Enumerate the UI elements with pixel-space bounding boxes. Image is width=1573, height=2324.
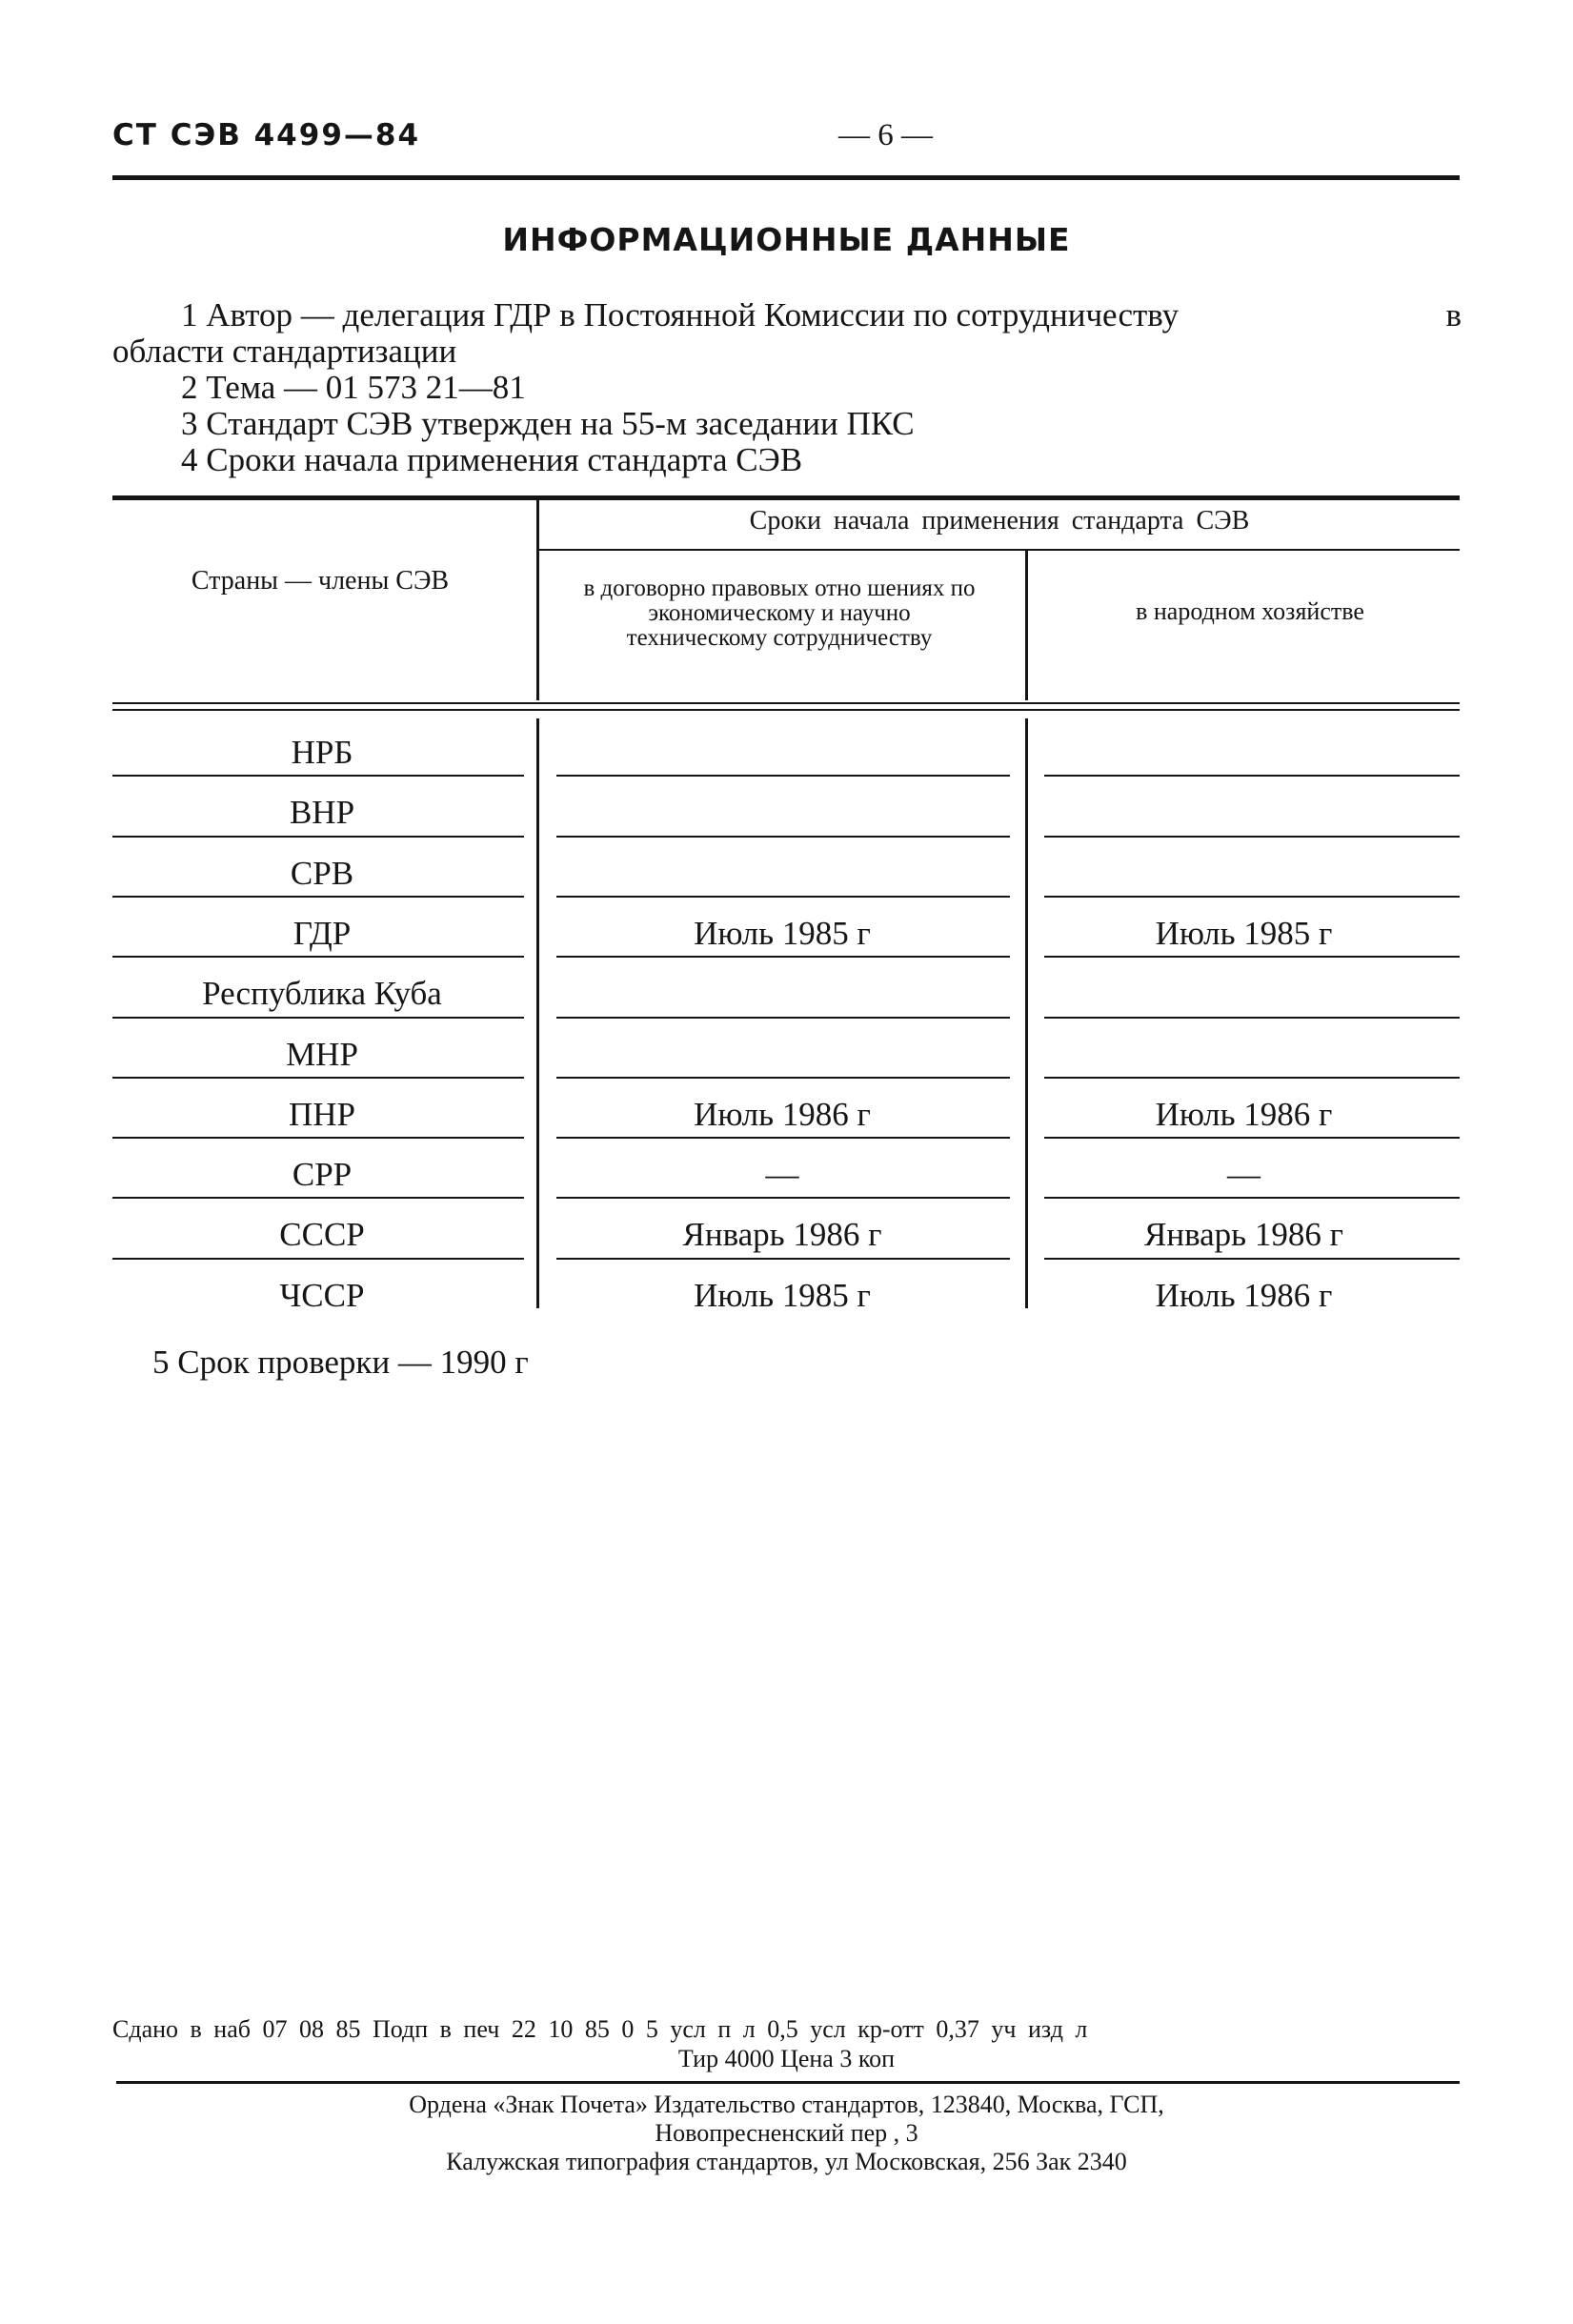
row-rule: [1044, 1137, 1460, 1139]
row-rule: [556, 1258, 1010, 1260]
row-rule: [556, 1197, 1010, 1199]
row-rule: [1044, 836, 1460, 838]
row-rule: [556, 836, 1010, 838]
row-rule: [1044, 896, 1460, 898]
footer-divider: [116, 2081, 1460, 2084]
row-rule: [112, 775, 524, 777]
group-header: Сроки начала применения стандарта СЭВ: [749, 506, 1250, 536]
country-cell: СРР: [292, 1156, 353, 1194]
row-rule: [556, 1077, 1010, 1079]
page-number: — 6 —: [838, 118, 933, 152]
country-cell: Республика Куба: [202, 975, 442, 1013]
country-cell: ПНР: [288, 1095, 356, 1133]
contract-cell: Июль 1985 г: [694, 1276, 871, 1314]
row-rule: [556, 1017, 1010, 1019]
economy-column-header: в народном хозяйстве: [1136, 597, 1364, 625]
publisher-line: Ордена «Знак Почета» Издательство стандартов, 123840, Москва, ГСП,: [409, 2091, 1164, 2118]
header-divider: [112, 175, 1460, 180]
row-rule: [112, 1258, 524, 1260]
row-rule: [1044, 956, 1460, 958]
country-cell: ГДР: [292, 914, 352, 952]
economy-cell: Июль 1985 г: [1155, 914, 1333, 952]
row-rule: [112, 1017, 524, 1019]
country-cell: СРВ: [290, 854, 354, 892]
economy-cell: Июль 1986 г: [1155, 1095, 1333, 1133]
document-code: СТ СЭВ 4499—84: [112, 118, 421, 152]
country-cell: ЧССР: [279, 1276, 365, 1314]
row-rule: [1044, 1197, 1460, 1199]
table-divider: [1025, 551, 1028, 700]
row-rule: [556, 956, 1010, 958]
row-rule: [1044, 1258, 1460, 1260]
header-bottom-rule: [112, 702, 1460, 704]
header-bottom-rule: [112, 709, 1460, 711]
row-rule: [556, 1137, 1010, 1139]
info-item-author-tail: в: [1445, 296, 1462, 333]
info-item-approval: 3 Стандарт СЭВ утвержден на 55-м заседании ПКС: [181, 405, 915, 442]
row-rule: [112, 1077, 524, 1079]
contract-column-header: в договорно правовых отно шениях по экономическому и научно техническому сотрудничеству: [583, 576, 976, 651]
row-rule: [112, 836, 524, 838]
country-column-header: Страны — члены СЭВ: [191, 566, 450, 596]
info-item-author: [181, 297, 1462, 333]
print-run: Тир 4000 Цена 3 коп: [677, 2045, 896, 2072]
country-cell: ВНР: [289, 794, 355, 832]
row-rule: [112, 896, 524, 898]
economy-cell: Январь 1986 г: [1144, 1216, 1343, 1254]
country-cell: СССР: [279, 1216, 365, 1254]
country-cell: НРБ: [291, 734, 353, 771]
row-rule: [556, 775, 1010, 777]
economy-cell: —: [1227, 1156, 1260, 1194]
info-item-author-continuation: области стандартизации: [112, 333, 457, 370]
row-rule: [1044, 1077, 1460, 1079]
economy-cell: Июль 1986 г: [1155, 1276, 1333, 1314]
info-item-author-text: 1 Автор — делегация ГДР в Постоянной Комиссии по сотрудничеству: [181, 296, 1180, 333]
info-item-review: 5 Срок проверки — 1990 г: [152, 1344, 529, 1381]
contract-cell: Январь 1986 г: [682, 1216, 882, 1254]
table-top-rule: [112, 495, 1460, 500]
group-header-rule: [539, 549, 1460, 551]
info-item-terms: 4 Сроки начала применения стандарта СЭВ: [181, 441, 803, 478]
contract-cell: —: [765, 1156, 799, 1194]
row-rule: [112, 1137, 524, 1139]
row-rule: [1044, 1017, 1460, 1019]
printing-house: Калужская типография стандартов, ул Московская, 256 Зак 2340: [446, 2148, 1127, 2175]
contract-cell: Июль 1985 г: [694, 914, 871, 952]
row-rule: [112, 1197, 524, 1199]
info-item-theme: 2 Тема — 01 573 21—81: [181, 369, 526, 406]
row-rule: [1044, 775, 1460, 777]
row-rule: [556, 896, 1010, 898]
section-title: ИНФОРМАЦИОННЫЕ ДАННЫЕ: [502, 221, 1071, 258]
publisher-address: Новопресненский пер , 3: [655, 2119, 918, 2147]
country-cell: МНР: [286, 1035, 358, 1073]
row-rule: [112, 956, 524, 958]
print-details: Сдано в наб 07 08 85 Подп в печ 22 10 85 0 5 усл п л 0,5 усл кр-отт 0,37 уч изд л: [112, 2015, 1088, 2043]
contract-cell: Июль 1986 г: [694, 1095, 871, 1133]
